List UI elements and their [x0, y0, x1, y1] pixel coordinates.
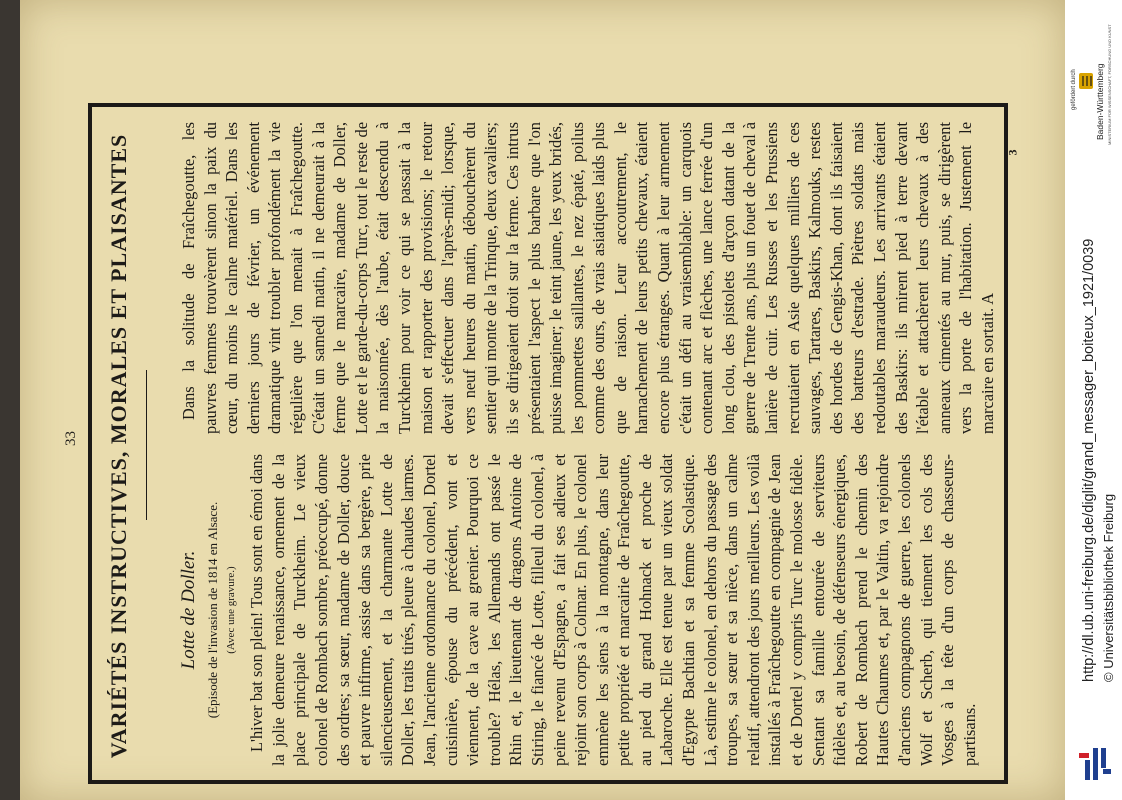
funder-name: Baden-Württemberg — [1095, 63, 1105, 140]
page-frame — [88, 103, 1008, 784]
bw-coat-of-arms-icon — [1077, 70, 1095, 92]
article-subtitle: (Episode de l'invasion de 1814 en Alsace. — [204, 501, 220, 719]
document-page — [20, 0, 1065, 800]
library-sidebar — [1065, 0, 1122, 800]
column-right — [92, 122, 1004, 434]
signature-mark: 3 — [1005, 149, 1020, 156]
funded-by-label: gefördert durch — [1071, 69, 1077, 110]
sidebar-rotated — [1065, 0, 1122, 800]
rotated-content — [92, 107, 1004, 780]
document-url[interactable]: http://dl.ub.uni-freiburg.de/diglit/grand_messager_boiteux_1921/0039 — [1081, 238, 1097, 682]
page-title: VARIÉTÉS INSTRUCTIVES, MORALES ET PLAISANTES — [106, 133, 131, 759]
article-text-right: Dans la solitude de Fraîchegoutte, les pauvres femmes trouvèrent sinon la paix du cœur, du moins le calme matériel. Dans les derniers jours de février, un événement dramatique vint troubler profondément la vie régulière que l'on menait à Fraîchegoutte. C'était un samedi matin, il ne demeurait à la ferme que le marcaire, madame de Doller, Lotte et le garde-du-corps Turc, tout le reste de la maisonnée, dès l'aube, était descendu à Turckheim pour voir ce qui se passait à la maison et rapporter des provisions; le retour devait s'effectuer dans l'après-midi; lorsque, vers neuf heures du matin, débouchèrent du sentier qui monte de la Trinque, deux cavaliers; ils se dirigeaient droit sur la ferme. Ces intrus présentaient l'aspect le plus barbare que l'on puisse imaginer; le teint jaune, les yeux bridés, les pommettes saillantes, le nez épaté, poilus comme des ours, de vrais asiatiques laids plus que de raison. Leur accoutrement, le harnachement de leurs petits chevaux, étaient encore plus étranges. Quant à leur armement c'était un défi au vraisemblable: un carquois contenant arc et flèches, une lance ferrée d'un long clou, des pistolets d'arçon datant de la guerre de Trente ans, plus un fouet de cheval à lanière de cuir. Les Russes et les Prussiens recrutaient en Asie quelques milliers de ces sauvages, Tartares, Baskirs, Kalmouks, restes des hordes de Gengis-Khan, dont ils faisaient des batteurs d'estrade. Piètres soldats mais redoutables maraudeurs. Les arrivants étaient des Baskirs: ils mirent pied à terre devant l'étable et attachèrent leurs chevaux à des anneaux cimentés au mur, puis, se dirigèrent vers la porte de l'habitation. Justement le marcaire en sortait. A — [179, 122, 997, 434]
copyright-notice: © Universitätsbibliothek Freiburg — [1101, 493, 1116, 682]
ub-freiburg-logo-icon — [1075, 746, 1113, 782]
article-title: Lotte de Doller. — [178, 550, 199, 670]
article-note: (Avec une gravure.) — [224, 566, 237, 654]
article-text-left: L'hiver bat son plein! Tous sont en émoi dans la jolie demeure renaissance, ornement de la place principale de Turckheim. Le vieux colonel de Rombach sombre, préoccupé, donne des ordres; sa sœur, madame de Doller, douce et pauvre infirme, assise dans sa bergère, prie silencieusement, et la charmante Lotte de Doller, les traits tirés, pleure à chaudes larmes. Jean, l'ancienne ordonnance du colonel, Dortel cuisinière, épouse du précédent, vont et viennent, de la cave au grenier. Pourquoi ce trouble? Hélas, les Allemands ont passé le Rhin et, le lieutenant de dragons Antoine de Stiring, le fiancé de Lotte, filleul du colonel, à peine revenu d'Espagne, a fait ses adieux et rejoint son corps à Colmar. En plus, le colonel emmène les siens à la montagne, dans leur petite propriété et marcairie de Fraîchegoutte, au pied du grand Hohnack et proche de Labaroche. Elle est tenue par un vieux soldat d'Egypte Bachtian et sa femme Scolastique. Là, estime le colonel, en dehors du passage des troupes, sa sœur et sa nièce, dans un calme relatif, attendront des jours meilleurs. Les voilà installés à Fraîchegoutte en compagnie de Jean et de Dortel y compris Turc le molosse fidèle. Sentant sa famille entourée de serviteurs fidèles et, au besoin, de défenseurs énergiques, Robert de Rombach prend le chemin des Hautes Chaumes et, par le Valtin, va rejoindre d'anciens compagnons de guerre, les colonels Wolf et Scherb, qui tiennent les cols des Vosges à la tête d'un corps de chasseurs-partisans. — [247, 454, 979, 766]
page-number: 33 — [63, 431, 79, 446]
column-left — [92, 454, 1004, 766]
funder-subtitle: MINISTERIUM FÜR WISSENSCHAFT, FORSCHUNG UND KUNST — [1107, 24, 1112, 145]
